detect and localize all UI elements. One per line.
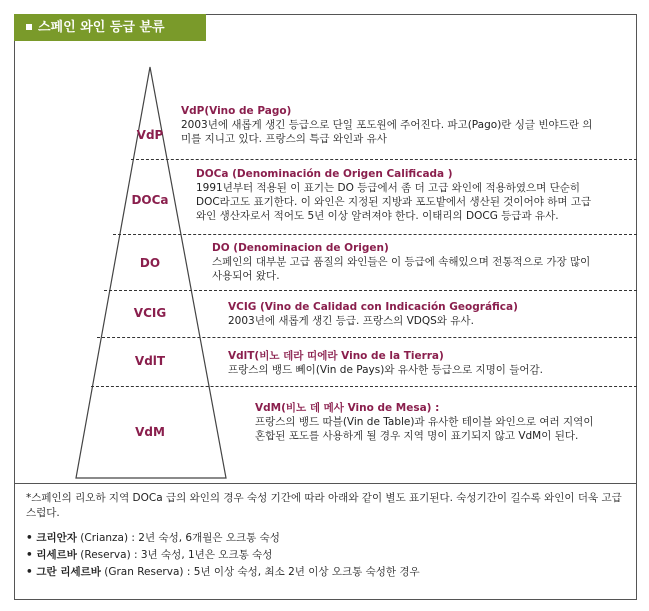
entry-line: 미를 지니고 있다. 프랑스의 특급 와인과 유사 [181,133,387,145]
entry-vdp [181,104,631,146]
level-label-vdlt: VdlT [134,354,166,368]
level-label-vdm: VdM [135,425,165,439]
separator-line [113,234,637,235]
entry-line: 프랑스의 뱅드 따블(Vin de Table)과 유사한 테이블 와인으로 여러 지역이 [255,416,594,428]
entry-line: 1991년부터 적용된 이 표기는 DO 등급에서 좀 더 고급 와인에 적용하였으며 단순히 [196,182,581,194]
aging-name: 크리안자 [36,532,77,544]
separator-line [91,386,637,387]
entry-heading: VCIG (Vino de Calidad con Indicación Geográfica) [228,301,518,313]
aging-item [26,530,626,547]
entry-heading: VdP(Vino de Pago) [181,105,292,117]
bullet-dot-icon: • [26,549,37,561]
aging-list [26,530,626,581]
entry-heading: VdlT(비노 데라 띠에라 Vino de la Tierra) [228,350,444,362]
aging-name: 그란 리세르바 [36,566,101,578]
aging-detail: (Gran Reserva) : 5년 이상 숙성, 최소 2년 이상 오크통 숙성한 경우 [100,566,420,578]
entry-line: 혼합된 포도를 사용하게 될 경우 지역 명이 표기되지 않고 VdM이 된다. [255,430,579,442]
footnote-text: *스페인의 리오하 지역 DOCa 급의 와인의 경우 숙성 기간에 따라 아래와 같이 별도 표기된다. 숙성기간이 길수록 와인이 더욱 고급스럽다. [26,492,622,519]
entry-line: 프랑스의 뱅드 뻬이(Vin de Pays)와 유사한 등급으로 지명이 들어감. [228,364,544,376]
bullet-dot-icon: • [26,532,37,544]
aging-item [26,547,626,564]
entry-vdlt [228,349,628,377]
aging-detail: (Reserva) : 3년 숙성, 1년은 오크통 숙성 [76,549,273,561]
level-label-do: DO [139,256,161,270]
entry-vcig [228,300,628,328]
entry-line: 2003년에 새롭게 생긴 등급으로 단일 포도원에 주어진다. 파고(Pago)란 싱글 빈야드란 의 [181,119,593,131]
aging-detail: (Crianza) : 2년 숙성, 6개월은 오크통 숙성 [76,532,280,544]
entry-vdm [255,401,630,443]
entry-line: 사용되어 왔다. [212,270,280,282]
level-label-vcig: VCIG [133,306,167,320]
entry-line: DOC라고도 표기한다. 이 와인은 지정된 지방과 포도밭에서 생산된 것이어야 하며 고급 [196,196,592,208]
entry-do [212,241,632,283]
section-title-text: 스페인 와인 등급 분류 [38,20,165,35]
separator-line [131,159,637,160]
aging-name: 리세르바 [36,549,77,561]
level-label-doca: DOCa [131,193,169,207]
entry-line: 스페인의 대부분 고급 품질의 와인들은 이 등급에 속해있으며 전통적으로 가장 많이 [212,256,591,268]
level-label-vdp: VdP [136,128,164,142]
separator-line [104,290,637,291]
entry-doca [196,167,631,223]
bullet-dot-icon: • [26,566,37,578]
entry-line: 2003년에 새롭게 생긴 등급. 프랑스의 VDQS와 유사. [228,315,474,327]
entry-heading: DO (Denominacion de Origen) [212,242,389,254]
entry-heading: DOCa (Denominación de Origen Calificada ) [196,168,453,180]
separator-line [97,337,637,338]
aging-item [26,564,626,581]
footnote-divider [14,483,637,484]
entry-heading: VdM(비노 데 메사 Vino de Mesa) : [255,402,440,414]
entry-line: 와인 생산자로서 적어도 5년 이상 알려져야 한다. 이태리의 DOCG 등급과 유사. [196,210,559,222]
